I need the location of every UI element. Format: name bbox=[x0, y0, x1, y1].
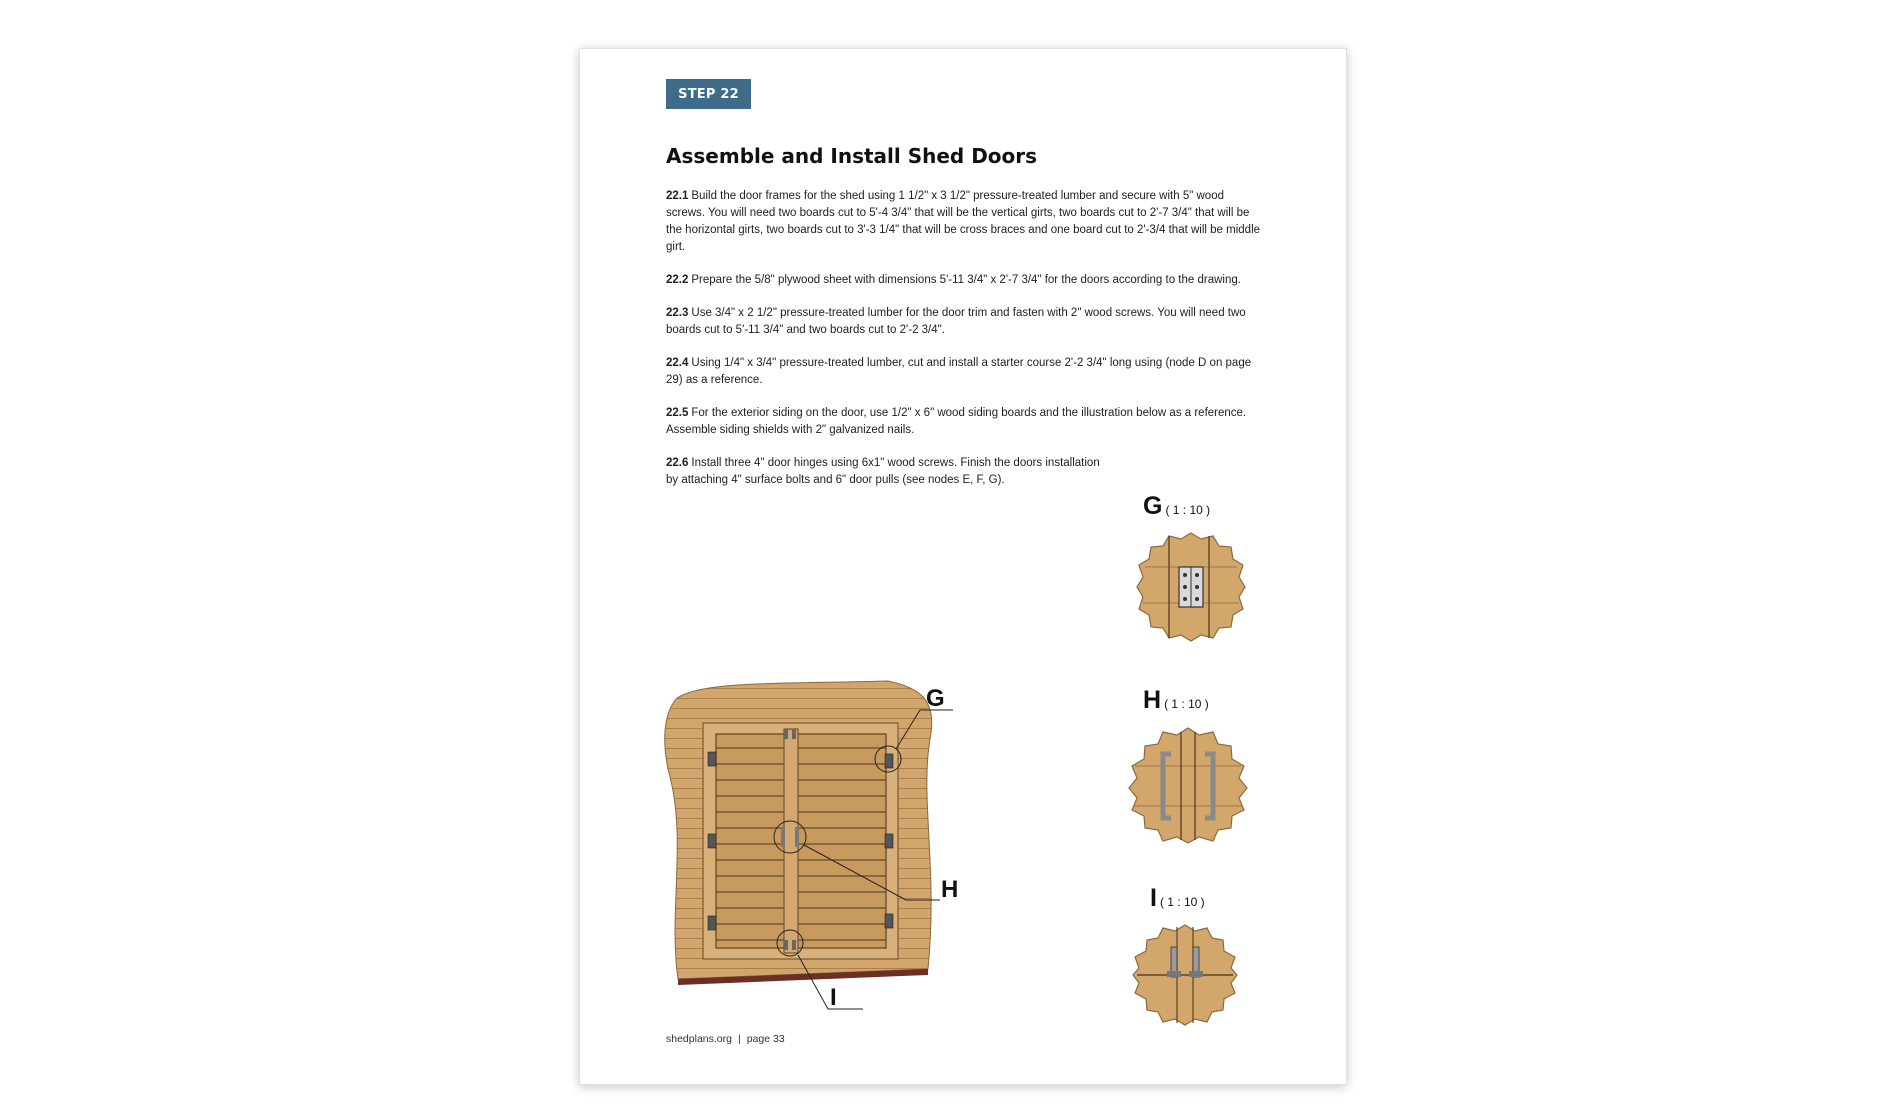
shed-door-illustration bbox=[658, 589, 998, 1039]
instruction-22-4 bbox=[666, 355, 1266, 389]
detail-scale: ( 1 : 10 ) bbox=[1164, 697, 1209, 711]
detail-letter: I bbox=[1150, 884, 1157, 912]
instruction-22-6 bbox=[666, 455, 1106, 489]
door-pull-detail-icon bbox=[1127, 726, 1249, 844]
page-footer bbox=[666, 1033, 785, 1045]
step-badge: STEP 22 bbox=[666, 79, 751, 109]
detail-title-g bbox=[1143, 492, 1210, 521]
detail-scale: ( 1 : 10 ) bbox=[1165, 503, 1211, 517]
instruction-22-3 bbox=[666, 305, 1266, 339]
left-door bbox=[716, 734, 786, 948]
instruction-text: Using 1/4" x 3/4" pressure-treated lumber, cut and install a starter course 2'-2 3/4" long using (node D on page 29) as a reference. bbox=[666, 357, 1252, 386]
surface-bolt-detail-icon bbox=[1131, 923, 1239, 1027]
instruction-number: 22.6 bbox=[666, 457, 689, 469]
footer-site: shedplans.org bbox=[666, 1033, 732, 1045]
instruction-text: Build the door frames for the shed using 1 1/2" x 3 1/2" pressure-treated lumber and secure with 5" wood screws. You will need two boards cut to 5'-4 3/4" that will be the vertical girts, two boards cut to 2'-7 3/4" that will be the horizontal girts, two boards cut to 3'-3 1/4" that will be cross braces and one board cut to 2'-3/4 that will be middle girt. bbox=[666, 190, 1261, 253]
label-i: I bbox=[830, 984, 837, 1011]
instruction-number: 22.5 bbox=[666, 407, 689, 419]
hinge-detail-icon bbox=[1135, 531, 1247, 643]
instruction-number: 22.4 bbox=[666, 357, 689, 369]
instruction-22-1 bbox=[666, 188, 1266, 256]
footer-page-number: page 33 bbox=[746, 1033, 785, 1045]
detail-letter: H bbox=[1143, 686, 1162, 714]
instruction-text: Prepare the 5/8" plywood sheet with dimensions 5'-11 3/4" x 2'-7 3/4" for the doors according to the drawing. bbox=[691, 274, 1241, 286]
document-page bbox=[579, 48, 1347, 1085]
detail-title-i bbox=[1150, 884, 1205, 913]
detail-scale: ( 1 : 10 ) bbox=[1159, 895, 1205, 909]
instruction-22-5 bbox=[666, 405, 1266, 439]
label-g: G bbox=[926, 685, 945, 712]
page-title: Assemble and Install Shed Doors bbox=[666, 144, 1038, 168]
label-h: H bbox=[941, 876, 959, 903]
detail-letter: G bbox=[1143, 492, 1163, 520]
right-door bbox=[796, 734, 886, 948]
instruction-number: 22.1 bbox=[666, 190, 689, 202]
instruction-22-2 bbox=[666, 272, 1266, 289]
instruction-number: 22.2 bbox=[666, 274, 689, 286]
instruction-text: Use 3/4" x 2 1/2" pressure-treated lumber for the door trim and fasten with 2" wood screws. You will need two boards cut to 5'-11 3/4" and two boards cut to 2'-2 3/4". bbox=[666, 307, 1246, 336]
instruction-text: For the exterior siding on the door, use 1/2" x 6" wood siding boards and the illustration below as a reference. Assemble siding shields with 2" galvanized nails. bbox=[666, 407, 1247, 436]
instruction-number: 22.3 bbox=[666, 307, 689, 319]
instructions bbox=[666, 188, 1266, 505]
footer-separator: | bbox=[737, 1033, 741, 1045]
instruction-text: Install three 4" door hinges using 6x1" wood screws. Finish the doors installation by attaching 4" surface bolts and 6" door pulls (see nodes E, F, G). bbox=[666, 457, 1100, 486]
detail-title-h bbox=[1143, 686, 1209, 715]
